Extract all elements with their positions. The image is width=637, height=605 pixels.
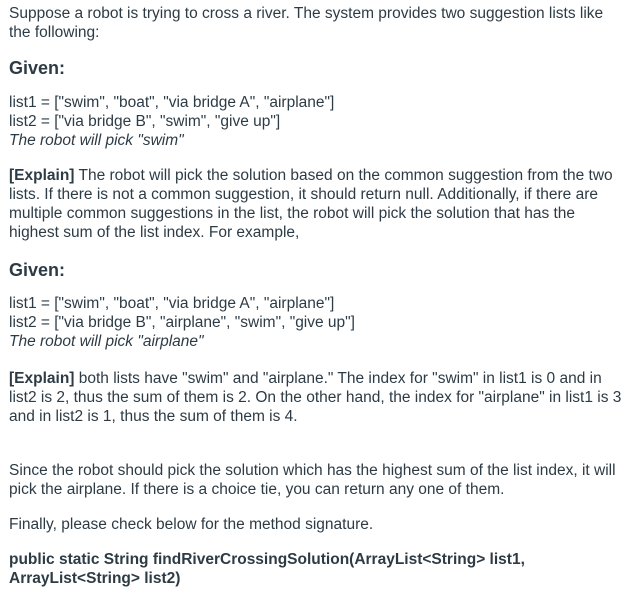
- example-2-list2: list2 = ["via bridge B", "airplane", "swim", "give up"]: [9, 314, 355, 331]
- conclusion-paragraph: Since the robot should pick the solution which has the highest sum of the list index, it will pick the airplane. If there is a choice tie, you can return any one of them.: [9, 462, 616, 498]
- explain-paragraph-2: [9, 369, 627, 426]
- explain-paragraph-1: [9, 166, 627, 242]
- explain-text-1: The robot will pick the solution based on the common suggestion from the two lists. If there is not a common suggestion, it should return null. Additionally, if there are multiple common suggestions in the list, the robot will pick the solution that has the highest sum of the list index. For example,: [9, 167, 613, 241]
- example-2: [9, 294, 627, 351]
- signature-intro: Finally, please check below for the method signature.: [9, 516, 374, 533]
- given-heading-1: Given:: [9, 58, 66, 78]
- example-1: [9, 93, 627, 150]
- intro-paragraph: Suppose a robot is trying to cross a river. The system provides two suggestion lists like the following:: [9, 5, 604, 41]
- explain-label-2: [Explain]: [9, 370, 75, 387]
- explain-label-1: [Explain]: [9, 167, 75, 184]
- explain-text-2: both lists have "swim" and "airplane." The index for "swim" in list1 is 0 and in list2 is 2, thus the sum of them is 2. On the other hand, the index for "airplane" in list1 is 3 and in list2 is 1, thus the sum of them is 4.: [9, 370, 622, 425]
- example-1-result: The robot will pick "swim": [9, 132, 184, 149]
- example-1-list2: list2 = ["via bridge B", "swim", "give up"]: [9, 113, 281, 130]
- method-signature: public static String findRiverCrossingSolution(ArrayList<String> list1, ArrayList<String> list2): [9, 551, 525, 587]
- example-2-result: The robot will pick "airplane": [9, 333, 204, 350]
- example-1-list1: list1 = ["swim", "boat", "via bridge A", "airplane"]: [9, 94, 335, 111]
- given-heading-2: Given:: [9, 260, 66, 280]
- example-2-list1: list1 = ["swim", "boat", "via bridge A", "airplane"]: [9, 295, 335, 312]
